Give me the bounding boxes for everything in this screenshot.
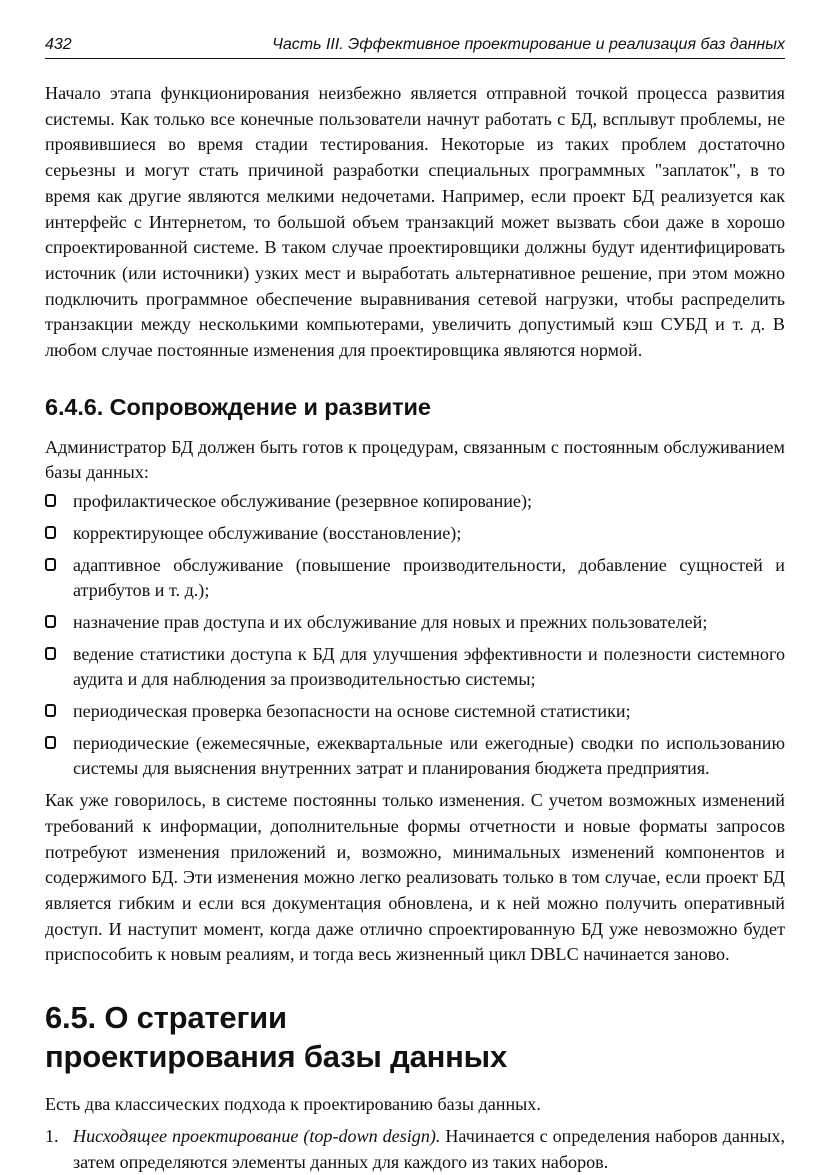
running-title: Часть III. Эффективное проектирование и реализация баз данных xyxy=(272,36,785,53)
list-item-text: периодическая проверка безопасности на основе системной статистики; xyxy=(73,701,631,722)
checkbox-bullet-icon xyxy=(45,558,56,571)
section-heading-line-2: проектирования базы данных xyxy=(45,1039,507,1075)
intro-paragraph: Начало этапа функционирования неизбежно является отправной точкой процесса развития системы. Как только все конечные пользователи начнут работать с БД, всплывут проблемы, не проявившиеся во время стадии тестирования. Некоторые из таких проблем достаточно серьезны и могут стать причиной разработки специальных программных "заплаток", в то время как другие являются мелкими недочетами. Например, если проект БД реализуется как интерфейс с Интернетом, то большой объем транзакций может вызвать сбои даже в хорошо спроектированной системе. В таком случае проектировщики должны будут идентифицировать источник (или источники) узких мест и выработать альтернативное решение, при этом можно подключить программное обеспечение выравнивания сетевой нагрузки, чтобы распределить транзакции между несколькими компьютерами, увеличить допустимый кэш СУБД и т. д. В любом случае постоянные изменения для проектировщика являются нормой. xyxy=(45,83,785,361)
approach-term: Нисходящее проектирование (top-down design). xyxy=(73,1125,441,1146)
list-item-text: назначение прав доступа и их обслуживание для новых и прежних пользователей; xyxy=(73,611,708,632)
list-item xyxy=(45,699,785,725)
list-item-text: ведение статистики доступа к БД для улучшения эффективности и полезности системного аудита и для наблюдения за производительностью системы; xyxy=(73,643,785,690)
checkbox-bullet-icon xyxy=(45,615,56,628)
list-item-number: 1. xyxy=(45,1125,59,1146)
section-heading-line-1: 6.5. О стратегии xyxy=(45,1000,287,1036)
closing-paragraph: Как уже говорилось, в системе постоянны только изменения. С учетом возможных изменений требований к информации, дополнительные формы отчетности и новые форматы запросов потребуют изменения приложений и, возможно, минимальных изменений компонентов и содержимого БД. Эти изменения можно легко реализовать только в том случае, если проект БД является гибким и если вся документация обновлена, и к ней можно получить оперативный доступ. И наступит момент, когда даже отлично спроектированную БД уже невозможно будет приспособить к новым реалиям, и тогда весь жизненный цикл DBLC начинается заново. xyxy=(45,790,785,965)
section-lead-paragraph: Администратор БД должен быть готов к процедурам, связанным с постоянным обслуживанием базы данных: xyxy=(45,436,785,483)
running-header xyxy=(45,36,785,59)
list-item xyxy=(45,1124,785,1175)
section-heading-6-4-6: 6.4.6. Сопровождение и развитие xyxy=(45,393,431,420)
list-item xyxy=(45,610,785,636)
section-6-5-lead: Есть два классических подхода к проектированию базы данных. xyxy=(45,1094,541,1115)
section-heading-6-5 xyxy=(45,998,785,1076)
checkbox-bullet-icon xyxy=(45,494,56,507)
checkbox-bullet-icon xyxy=(45,704,56,717)
list-item xyxy=(45,521,785,547)
list-item-text: корректирующее обслуживание (восстановление); xyxy=(73,522,462,543)
list-item-text: адаптивное обслуживание (повышение производительности, добавление сущностей и атрибутов и т. д.); xyxy=(73,554,785,601)
page-number: 432 xyxy=(45,36,72,53)
approaches-list xyxy=(45,1124,785,1175)
checkbox-bullet-icon xyxy=(45,526,56,539)
approach-description: Начинается с определения наборов данных, затем определяются элементы данных для каждого из таких наборов. xyxy=(73,1125,785,1172)
list-item-text: периодические (ежемесячные, ежеквартальные или ежегодные) сводки по использованию системы для выяснения внутренних затрат и планирования бюджета предприятия. xyxy=(73,732,785,779)
list-item xyxy=(45,553,785,604)
checkbox-bullet-icon xyxy=(45,647,56,660)
list-item xyxy=(45,642,785,693)
list-item xyxy=(45,731,785,782)
book-page xyxy=(45,36,785,1175)
list-item xyxy=(45,489,785,515)
list-item-text: профилактическое обслуживание (резервное копирование); xyxy=(73,491,533,512)
maintenance-list xyxy=(45,489,785,782)
checkbox-bullet-icon xyxy=(45,736,56,749)
